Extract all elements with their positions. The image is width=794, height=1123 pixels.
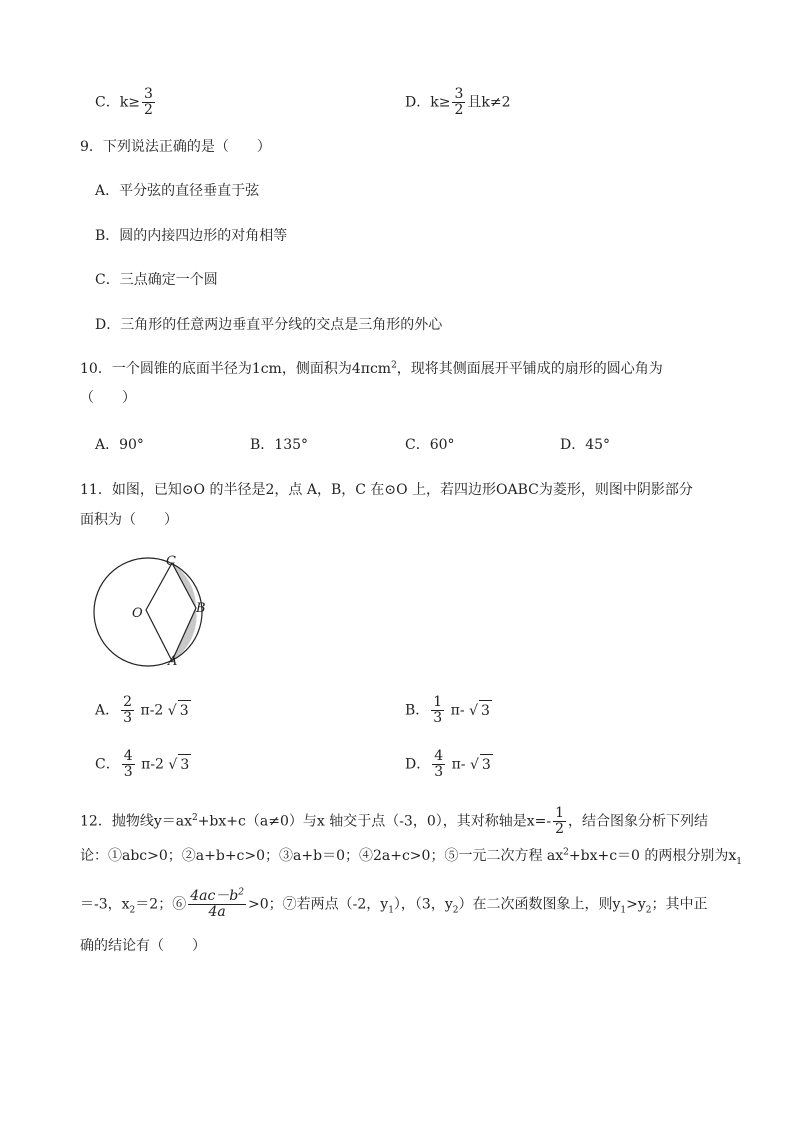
q10-option-a: A．90°	[95, 437, 144, 453]
q9-stem: 9．下列说法正确的是（ ）	[80, 139, 271, 155]
q11-option-d: D． $\frac{4}{3}$ π- √ 3	[405, 748, 491, 780]
q10-option-b: B．135°	[250, 437, 309, 453]
label-a: A	[168, 654, 178, 668]
q12-line1: 12．抛物线$y=ax^2+bx+c(a\ne 0)$与x 轴交于点（-3，0），其对称轴是x=- $\frac{1}{2}$ ，结合图象分析下列结	[80, 805, 709, 837]
q9-option-b: B．圆的内接四边形的对角相等	[95, 228, 288, 244]
circle-o	[94, 558, 202, 666]
q10-stem-line2: （ ）	[80, 390, 136, 406]
q10-option-d: D．45°	[560, 437, 611, 453]
q11-stem-line2: 面积为（ ）	[80, 512, 178, 528]
sqrt-sign: √ 3	[469, 700, 492, 721]
q8-option-d: D．k≥ $\frac{3}{2}$ 且k≠2	[405, 86, 511, 118]
q9-option-c: C．三点确定一个圆	[95, 272, 218, 288]
q8-d-fraction: $\frac{3}{2}$	[454, 86, 464, 118]
q11-option-c: C． $\frac{4}{3}$ π-2 √ 3	[95, 748, 190, 780]
label-c: C	[166, 554, 176, 569]
q12-line4: 确的结论有（ ）	[80, 938, 206, 954]
q11-figure	[88, 553, 218, 668]
q8-c-fraction: $\frac{3}{2}$	[143, 86, 153, 118]
q12-fraction: $\frac{4ac-b^2}{4a}$	[190, 887, 244, 920]
q12-line3: ＝-3，$x_2=2$；⑥ $\frac{4ac-b^2}{4a}$ >0；⑦若两点（-2，$y_1$），（3，$y_2$）在二次函数图象上，则$y_1>y_2$；其中正	[80, 887, 708, 920]
q11-stem-line1: 11．如图，已知⊙O 的半径是2，点 A，B，C 在⊙O 上，若四边形OABC为菱形，则图中阴影部分	[80, 482, 693, 498]
label-b: B	[196, 601, 206, 616]
sqrt-sign: √ 3	[168, 754, 191, 775]
q9-option-a: A．平分弦的直径垂直于弦	[95, 183, 260, 199]
sqrt-sign: √ 3	[470, 754, 493, 775]
q10-stem: 10．一个圆锥的底面半径为1cm，侧面积为4πcm$^2$，现将其侧面展开平铺成的扇形的圆心角为	[80, 360, 663, 377]
sqrt-sign: √ 3	[168, 700, 191, 721]
q8-option-c: C．k≥ $\frac{3}{2}$	[95, 86, 153, 118]
label-o: O	[132, 606, 143, 621]
q12-line2: 论：①abc>0；②a+b+c>0；③a+b＝0；④2a+c>0；⑤一元二次方程 $ax^2+bx+c=0$ 的两根分别为$x_1$	[80, 847, 743, 867]
q11-option-b: B． $\frac{1}{3}$ π- √ 3	[405, 694, 490, 726]
q10-option-c: C．60°	[405, 437, 455, 453]
q11-option-a: A． $\frac{2}{3}$ π-2 √ 3	[95, 694, 189, 726]
rhombus-oabc	[146, 563, 196, 661]
q9-option-d: D．三角形的任意两边垂直平分线的交点是三角形的外心	[95, 317, 443, 333]
